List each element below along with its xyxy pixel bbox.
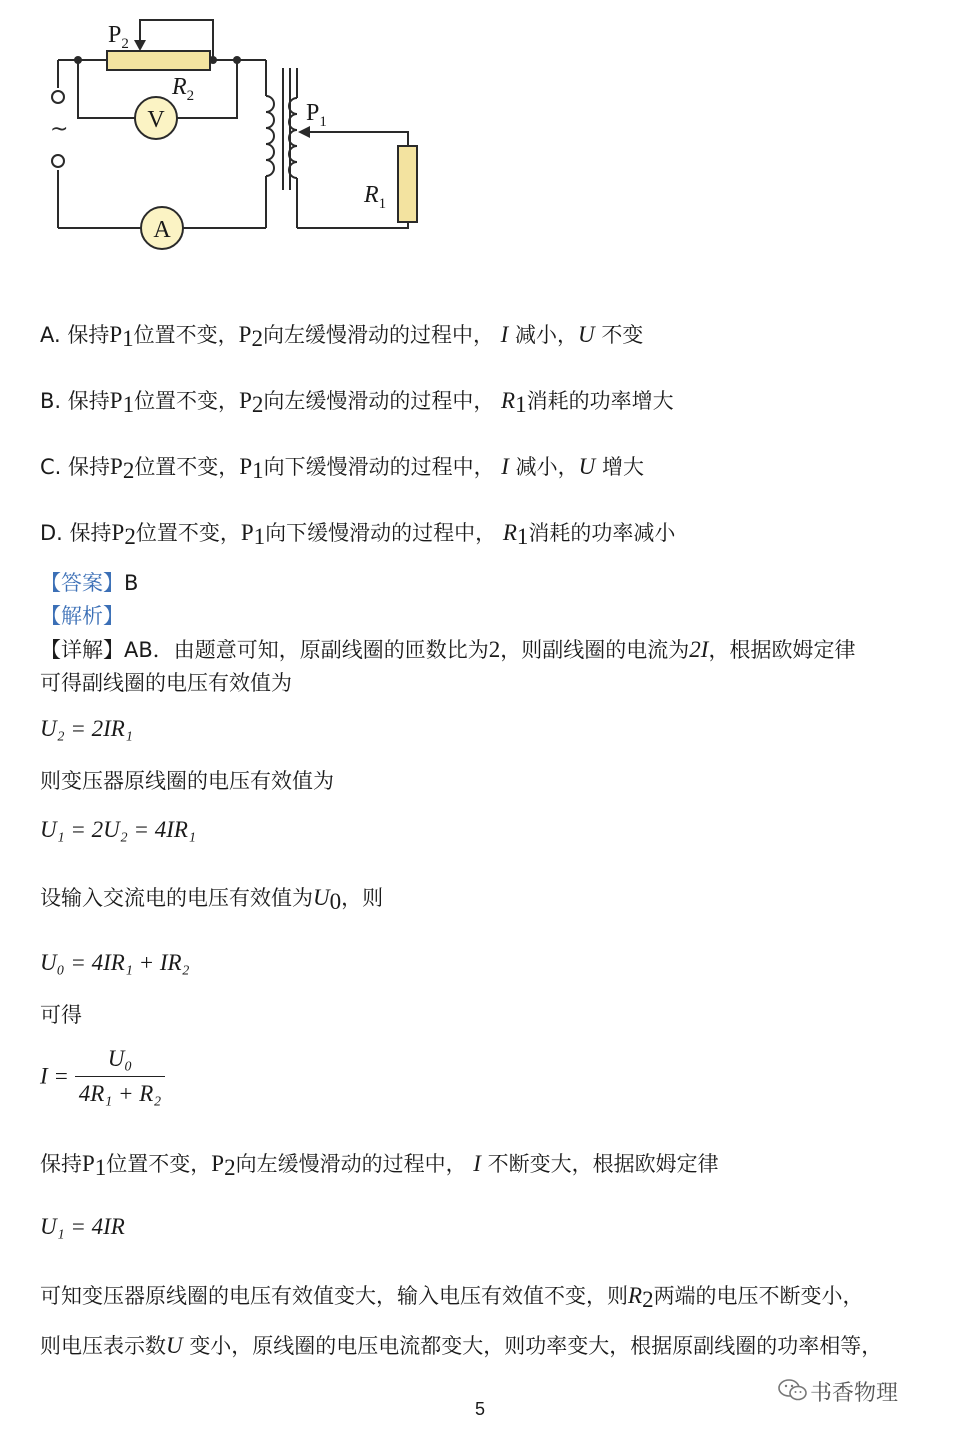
detail-line-6: 保持$P_1$位置不变，$P_2$向左缓慢滑动的过程中， I 不断变大，根据欧姆定律	[40, 1151, 719, 1180]
detail-line-8: 则电压表示数U 变小，原线圈的电压电流都变大，则功率变大，根据原副线圈的功率相等，	[40, 1333, 883, 1358]
r2-label: R	[172, 74, 187, 100]
answer-line: 【答案】B	[40, 571, 139, 595]
option-b: B. 保持$P_1$位置不变，$P_2$向左缓慢滑动的过程中， $R_1$消耗的功率增大	[40, 388, 674, 417]
page-number: 5	[475, 1399, 486, 1419]
p1-label: P	[306, 100, 320, 126]
svg-text:P2: $P_2$	[108, 22, 129, 52]
watermark: 书香物理	[810, 1381, 899, 1406]
option-c: C. 保持$P_2$位置不变，$P_1$向下缓慢滑动的过程中， I 减小，U 增大	[40, 454, 644, 483]
detail-line-3: 则变压器原线圈的电压有效值为	[40, 769, 334, 793]
resistor-r2	[107, 51, 210, 70]
equation-2: U₁ = 2U₂ = 4IR₁	[40, 817, 196, 842]
fraction: $\frac{\text{U₀}}{\text{4R₁ + R₂}}$	[75, 1046, 166, 1107]
slider-p1-arrow	[298, 126, 310, 138]
p2-label: P	[108, 22, 122, 48]
detail-line-2: 可得副线圈的电压有效值为	[40, 671, 292, 695]
detail-line-7: 可知变压器原线圈的电压有效值变大，输入电压有效值不变，则$R_2$两端的电压不断变小，	[40, 1283, 864, 1312]
circuit-diagram	[40, 10, 440, 260]
ac-symbol: ~	[50, 117, 69, 142]
equation-1: U₂ = 2IR₁	[40, 716, 133, 741]
equation-4: I = $\frac{\text{U₀}}{\text{4R₁ + R₂}}$	[40, 1046, 165, 1107]
slider-p2-arrow	[134, 40, 146, 51]
detail-line-1: 【详解】AB．由题意可知，原副线圈的匝数比为2，则副线圈的电流为2I，根据欧姆定律	[40, 637, 856, 662]
option-d: D. 保持$P_2$位置不变，$P_1$向下缓慢滑动的过程中， $R_1$消耗的功率减小	[40, 520, 676, 549]
svg-text:P1: $P_1$	[306, 100, 327, 130]
r1-label: R	[364, 182, 379, 208]
resistor-r1	[398, 146, 417, 222]
svg-text:V: V	[147, 107, 165, 133]
equation-3: U₀ = 4IR₁ + IR₂	[40, 950, 190, 975]
svg-text:R2: $R_2$	[172, 74, 195, 104]
analysis-label: 【解析】	[40, 604, 124, 628]
wechat-icon	[778, 1378, 808, 1402]
equation-5: U₁ = 4IR	[40, 1214, 125, 1239]
option-a: A. 保持$P_1$位置不变，$P_2$向左缓慢滑动的过程中， I 减小，U 不变	[40, 322, 644, 351]
svg-text:R1: $R_1$	[364, 182, 387, 212]
detail-line-4: 设输入交流电的电压有效值为$U_0$，则	[40, 885, 384, 914]
svg-text:A: A	[153, 217, 171, 243]
detail-line-5: 可得	[40, 1003, 82, 1027]
